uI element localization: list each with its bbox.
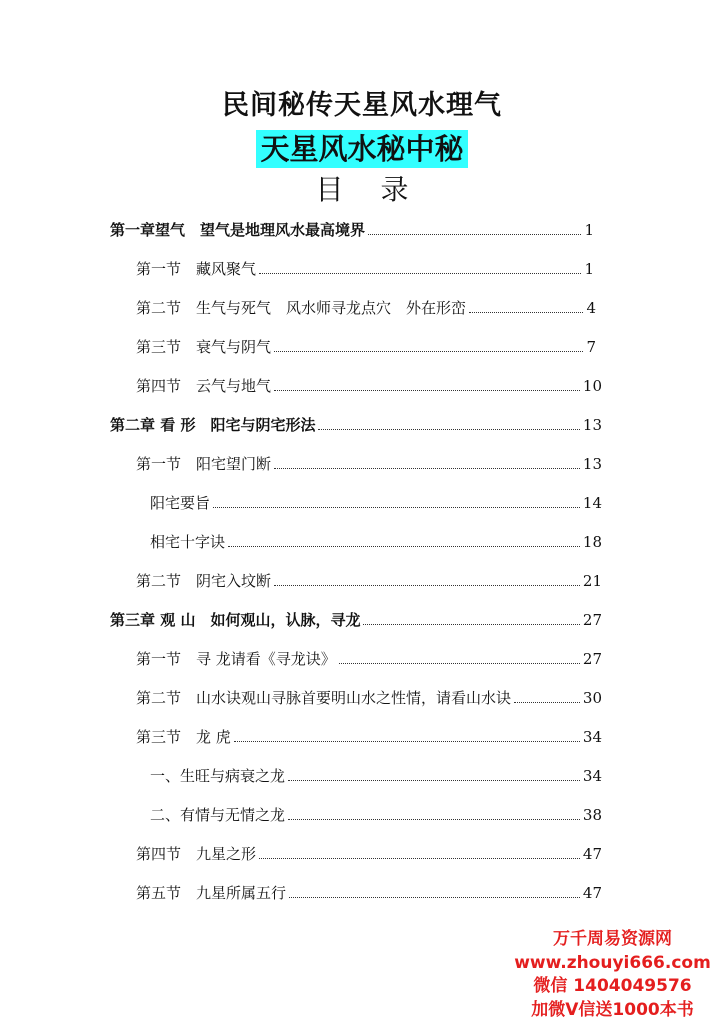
toc-entry[interactable]	[136, 877, 602, 903]
toc-entry-page: 7	[586, 338, 596, 356]
toc-entry-label: 第三节 龙 虎	[136, 728, 231, 746]
toc-entry[interactable]	[136, 331, 596, 357]
toc-entry-label: 第五节 九星所属五行	[136, 884, 287, 902]
toc-heading: 目 录	[315, 173, 423, 206]
toc-entry-page: 27	[582, 611, 602, 629]
toc-leader-dots	[259, 273, 581, 274]
toc-leader-dots	[274, 468, 580, 469]
toc-entry-label: 第一节 阳宅望门断	[136, 455, 272, 473]
toc-entry-page: 18	[582, 533, 602, 551]
toc-entry-label: 第三节 衰气与阴气	[136, 338, 272, 356]
toc-entry-label: 第三章 观 山 如何观山，认脉，寻龙	[110, 611, 361, 629]
toc-leader-dots	[274, 390, 580, 391]
toc-entry-page: 10	[582, 377, 602, 395]
toc-leader-dots	[228, 546, 580, 547]
toc-leader-dots	[289, 897, 580, 898]
toc-leader-dots	[274, 351, 583, 352]
toc-entry[interactable]	[136, 682, 602, 708]
toc-entry-label: 第一节 寻 龙请看《寻龙诀》	[136, 650, 336, 668]
toc-entry-page: 4	[586, 299, 596, 317]
toc-leader-dots	[514, 702, 580, 703]
toc-entry[interactable]	[150, 760, 602, 786]
toc-entry-page: 34	[582, 728, 602, 746]
title-block	[0, 88, 724, 210]
toc-entry[interactable]	[110, 214, 594, 240]
toc-entry-label: 一、生旺与病衰之龙	[150, 767, 286, 785]
toc-entry-page: 13	[582, 455, 602, 473]
toc-entry-label: 第四节 云气与地气	[136, 377, 272, 395]
toc-leader-dots	[259, 858, 580, 859]
toc-entry-label: 第二章 看 形 阳宅与阴宅形法	[110, 416, 316, 434]
toc-leader-dots	[213, 507, 580, 508]
toc-entry-label: 第二节 阴宅入坟断	[136, 572, 272, 590]
toc-entry[interactable]	[136, 370, 602, 396]
toc-leader-dots	[288, 819, 580, 820]
toc-entry[interactable]	[110, 409, 602, 435]
toc-leader-dots	[318, 429, 579, 430]
toc-entry-page: 27	[582, 650, 602, 668]
toc-leader-dots	[368, 234, 581, 235]
toc-entry-label: 二、有情与无情之龙	[150, 806, 286, 824]
toc-entry-page: 14	[582, 494, 602, 512]
watermark-url: www.zhouyi666.com	[514, 952, 711, 973]
document-subtitle: 天星风水秘中秘	[256, 130, 467, 168]
toc-entry-label: 第二节 生气与死气 风水师寻龙点穴 外在形峦	[136, 299, 467, 317]
toc-entry[interactable]	[136, 448, 602, 474]
toc-entry-page: 1	[584, 221, 594, 239]
document-title: 民间秘传天星风水理气	[222, 90, 502, 121]
toc-entry-page: 47	[582, 845, 602, 863]
toc-entry-page: 21	[582, 572, 602, 590]
toc-entry-label: 相宅十字诀	[150, 533, 226, 551]
toc-entry[interactable]	[110, 604, 602, 630]
toc-entry[interactable]	[150, 526, 602, 552]
toc-leader-dots	[234, 741, 580, 742]
toc-entry-label: 第四节 九星之形	[136, 845, 257, 863]
toc-entry-label: 第一节 藏风聚气	[136, 260, 257, 278]
toc-entry-page: 30	[582, 689, 602, 707]
toc-entry[interactable]	[136, 838, 602, 864]
watermark-promo: 加微V信送1000本书	[531, 999, 694, 1020]
toc-entry-page: 13	[582, 416, 602, 434]
toc-entry[interactable]	[136, 721, 602, 747]
toc-entry-label: 第一章望气 望气是地理风水最高境界	[110, 221, 366, 239]
toc-entry[interactable]	[150, 487, 602, 513]
toc-entry-page: 1	[584, 260, 594, 278]
toc-entry-page: 34	[582, 767, 602, 785]
toc-entry-page: 47	[582, 884, 602, 902]
toc-entry[interactable]	[136, 565, 602, 591]
toc-entry[interactable]	[136, 643, 602, 669]
toc-entry[interactable]	[150, 799, 602, 825]
toc-leader-dots	[363, 624, 579, 625]
toc-entry-label: 阳宅要旨	[150, 494, 211, 512]
subtitle-wrap	[0, 130, 724, 168]
toc-entry-label: 第二节 山水诀观山寻脉首要明山水之性情，请看山水诀	[136, 689, 512, 707]
toc-entry[interactable]	[136, 292, 596, 318]
toc-entry-page: 38	[582, 806, 602, 824]
toc-leader-dots	[288, 780, 580, 781]
watermark	[505, 928, 720, 1022]
toc-leader-dots	[274, 585, 580, 586]
watermark-wechat: 微信 1404049576	[533, 976, 692, 996]
toc-leader-dots	[469, 312, 583, 313]
toc-entry[interactable]	[136, 253, 594, 279]
toc-leader-dots	[339, 663, 580, 664]
watermark-site-name: 万千周易资源网	[553, 929, 672, 949]
